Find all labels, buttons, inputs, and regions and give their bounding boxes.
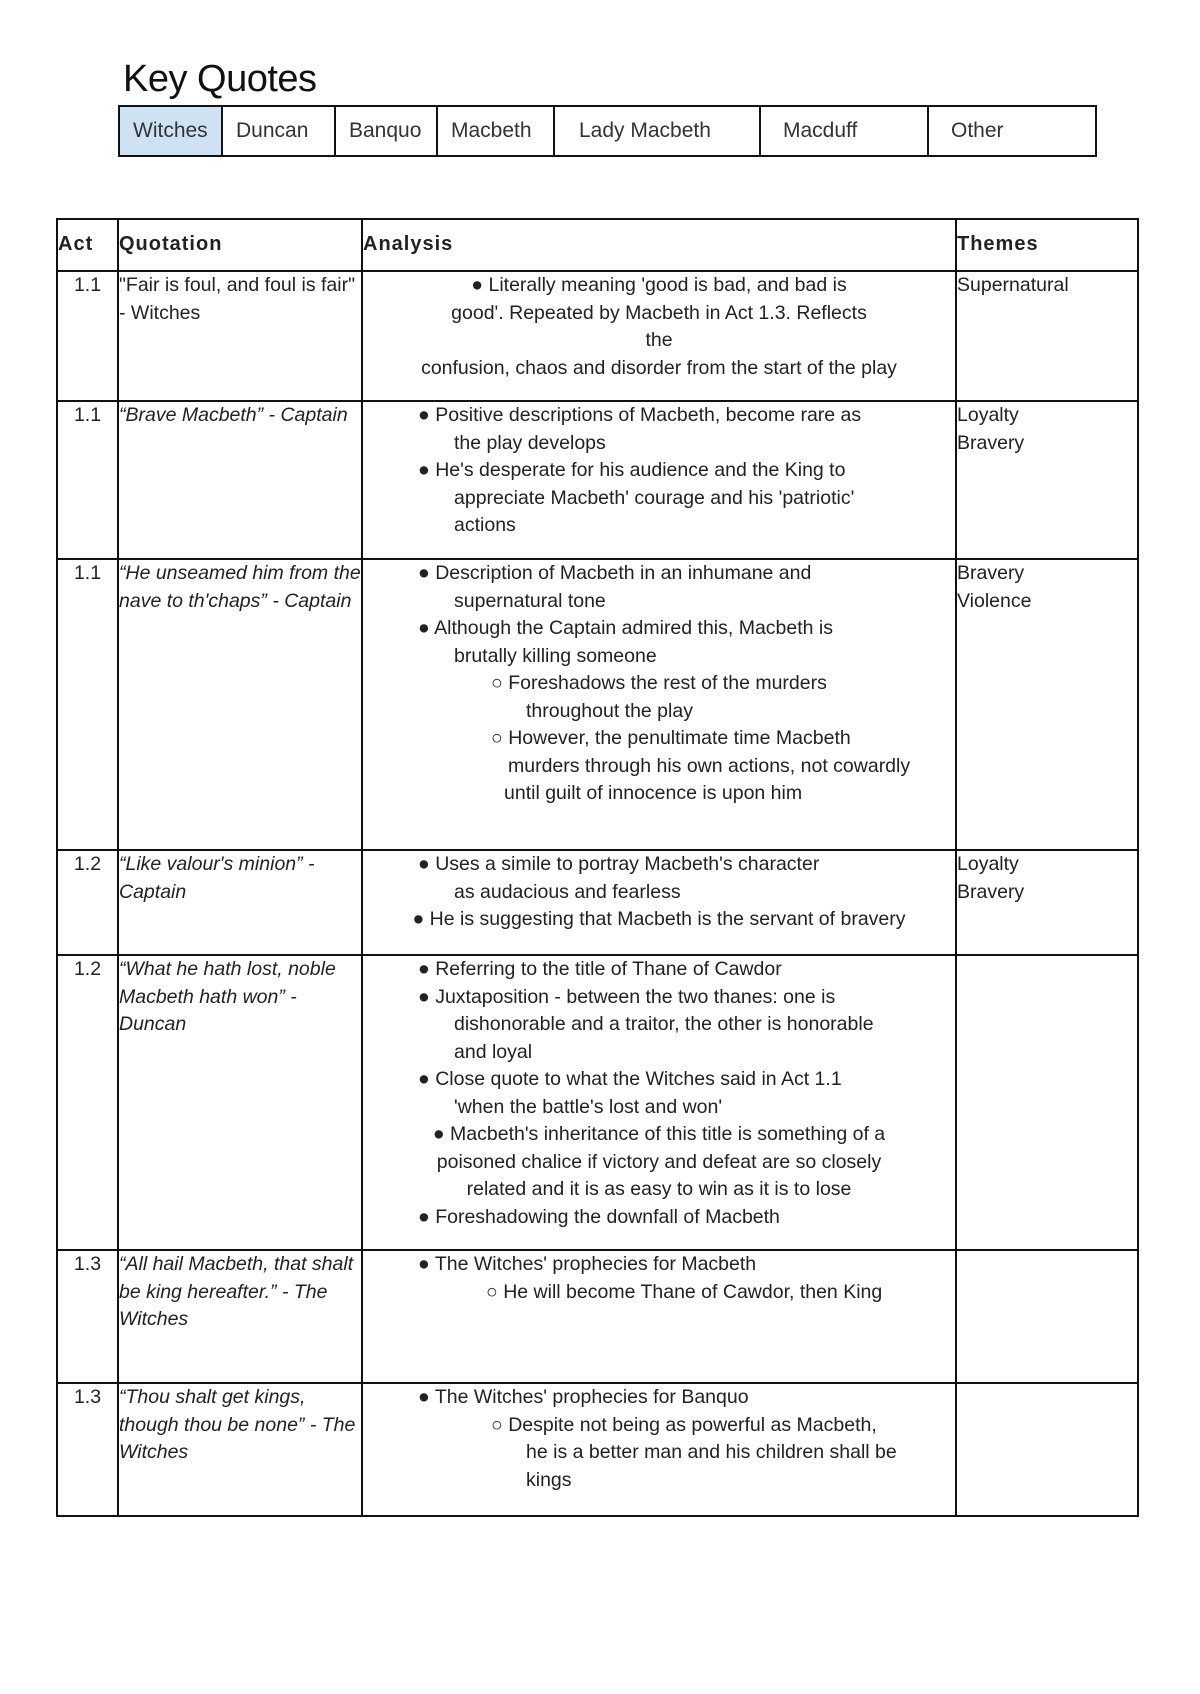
- analysis-line: ● The Witches' prophecies for Banquo: [418, 1386, 749, 1408]
- theme-tag: Violence: [957, 589, 1032, 612]
- header-quotation: Quotation: [118, 219, 362, 271]
- tab-duncan[interactable]: Duncan: [223, 107, 336, 155]
- themes-cell: [956, 1383, 1138, 1516]
- analysis-line: ○ Foreshadows the rest of the murders: [491, 672, 827, 694]
- act-cell: 1.3: [57, 1250, 118, 1383]
- themes-cell: [956, 1250, 1138, 1383]
- tab-macbeth[interactable]: Macbeth: [438, 107, 555, 155]
- analysis-line: ● The Witches' prophecies for Macbeth: [418, 1253, 757, 1275]
- analysis-line: ● He's desperate for his audience and the King to: [418, 459, 846, 481]
- analysis-cell: [362, 559, 956, 850]
- analysis-line: related and it is as easy to win as it is to lose: [466, 1178, 852, 1200]
- analysis-line: murders through his own actions, not cowardly: [508, 754, 911, 777]
- analysis-line: the play develops: [454, 431, 606, 454]
- analysis-line: ● Close quote to what the Witches said in Act 1.1: [418, 1068, 842, 1090]
- quotation-cell: "Fair is foul, and foul is fair" - Witches: [118, 271, 362, 401]
- act-cell: 1.2: [57, 850, 118, 955]
- table-row: [57, 850, 1138, 955]
- act-cell: 1.1: [57, 271, 118, 401]
- quotation-cell: “He unseamed him from the nave to th'chaps” - Captain: [118, 559, 362, 850]
- analysis-line: dishonorable and a traitor, the other is honorable: [454, 1013, 874, 1035]
- theme-tag: Bravery: [957, 562, 1025, 584]
- analysis-line: throughout the play: [526, 699, 693, 722]
- tab-macduff[interactable]: Macduff: [761, 107, 929, 155]
- analysis-line: supernatural tone: [454, 589, 606, 612]
- analysis-cell: [362, 1383, 956, 1516]
- themes-cell: [956, 559, 1138, 850]
- analysis-cell: [362, 271, 956, 401]
- analysis-line: actions: [454, 514, 516, 536]
- analysis-line: ● Literally meaning 'good is bad, and bad is: [471, 274, 847, 296]
- table-header-row: [57, 219, 1138, 271]
- analysis-line: ○ However, the penultimate time Macbeth: [491, 727, 851, 749]
- analysis-line: brutally killing someone: [454, 644, 657, 667]
- analysis-line: he is a better man and his children shall be: [526, 1441, 897, 1463]
- tab-other[interactable]: Other: [951, 119, 1004, 142]
- table-row: [57, 401, 1138, 559]
- table-row: [57, 1250, 1138, 1383]
- quotation-cell: “All hail Macbeth, that shalt be king hereafter.” - The Witches: [118, 1250, 362, 1383]
- tab-witches[interactable]: Witches: [120, 107, 223, 155]
- analysis-line: kings: [526, 1468, 572, 1491]
- tab-banquo[interactable]: Banquo: [336, 107, 438, 155]
- theme-tag: Supernatural: [957, 274, 1069, 296]
- act-cell: 1.1: [57, 559, 118, 850]
- themes-cell: [956, 271, 1138, 401]
- themes-cell: [956, 850, 1138, 955]
- header-act: Act: [57, 219, 118, 271]
- analysis-line: ○ He will become Thane of Cawdor, then King: [486, 1280, 883, 1303]
- page-title: Key Quotes: [123, 58, 317, 100]
- table-row: [57, 955, 1138, 1250]
- analysis-line: ● Foreshadowing the downfall of Macbeth: [418, 1205, 780, 1228]
- analysis-line: ● Macbeth's inheritance of this title is something of a: [432, 1123, 886, 1145]
- analysis-line: ● He is suggesting that Macbeth is the servant of bravery: [412, 908, 906, 930]
- analysis-line: and loyal: [454, 1040, 533, 1063]
- analysis-line: ○ Despite not being as powerful as Macbeth,: [491, 1413, 877, 1436]
- tab-lady-macbeth[interactable]: Lady Macbeth: [555, 107, 761, 155]
- analysis-cell: [362, 955, 956, 1250]
- analysis-line: 'when the battle's lost and won': [454, 1095, 723, 1118]
- character-tabs: [118, 105, 1097, 157]
- analysis-line: ● Juxtaposition - between the two thanes: one is: [418, 985, 836, 1008]
- analysis-line: as audacious and fearless: [454, 880, 681, 903]
- quotation-cell: “Brave Macbeth” - Captain: [118, 401, 362, 559]
- theme-tag: Bravery: [957, 431, 1025, 454]
- table-row: [57, 271, 1138, 401]
- analysis-line: ● Although the Captain admired this, Macbeth is: [418, 617, 834, 639]
- header-themes: Themes: [956, 219, 1138, 271]
- analysis-line: confusion, chaos and disorder from the start of the play: [421, 356, 897, 379]
- themes-cell: [956, 955, 1138, 1250]
- quotation-cell: “What he hath lost, noble Macbeth hath won” - Duncan: [118, 955, 362, 1250]
- analysis-cell: [362, 1250, 956, 1383]
- analysis-line: until guilt of innocence is upon him: [504, 782, 803, 804]
- header-analysis: Analysis: [362, 219, 956, 271]
- quotes-table: [56, 218, 1139, 1517]
- act-cell: 1.3: [57, 1383, 118, 1516]
- analysis-cell: [362, 401, 956, 559]
- quotation-cell: “Like valour's minion” - Captain: [118, 850, 362, 955]
- table-row: [57, 559, 1138, 850]
- theme-tag: Loyalty: [957, 853, 1019, 875]
- act-cell: 1.1: [57, 401, 118, 559]
- quotation-cell: “Thou shalt get kings, though thou be none” - The Witches: [118, 1383, 362, 1516]
- analysis-line: ● Description of Macbeth in an inhumane and: [418, 562, 812, 584]
- themes-cell: [956, 401, 1138, 559]
- analysis-line: ● Uses a simile to portray Macbeth's character: [418, 853, 820, 875]
- analysis-line: poisoned chalice if victory and defeat are so closely: [436, 1150, 882, 1173]
- analysis-line: ● Referring to the title of Thane of Cawdor: [418, 958, 782, 980]
- analysis-line: the: [645, 329, 673, 351]
- act-cell: 1.2: [57, 955, 118, 1250]
- theme-tag: Loyalty: [957, 404, 1019, 426]
- analysis-cell: [362, 850, 956, 955]
- table-row: [57, 1383, 1138, 1516]
- analysis-line: ● Positive descriptions of Macbeth, become rare as: [418, 404, 862, 426]
- theme-tag: Bravery: [957, 880, 1025, 903]
- analysis-line: good'. Repeated by Macbeth in Act 1.3. Reflects: [451, 301, 867, 324]
- analysis-line: appreciate Macbeth' courage and his 'patriotic': [454, 486, 855, 509]
